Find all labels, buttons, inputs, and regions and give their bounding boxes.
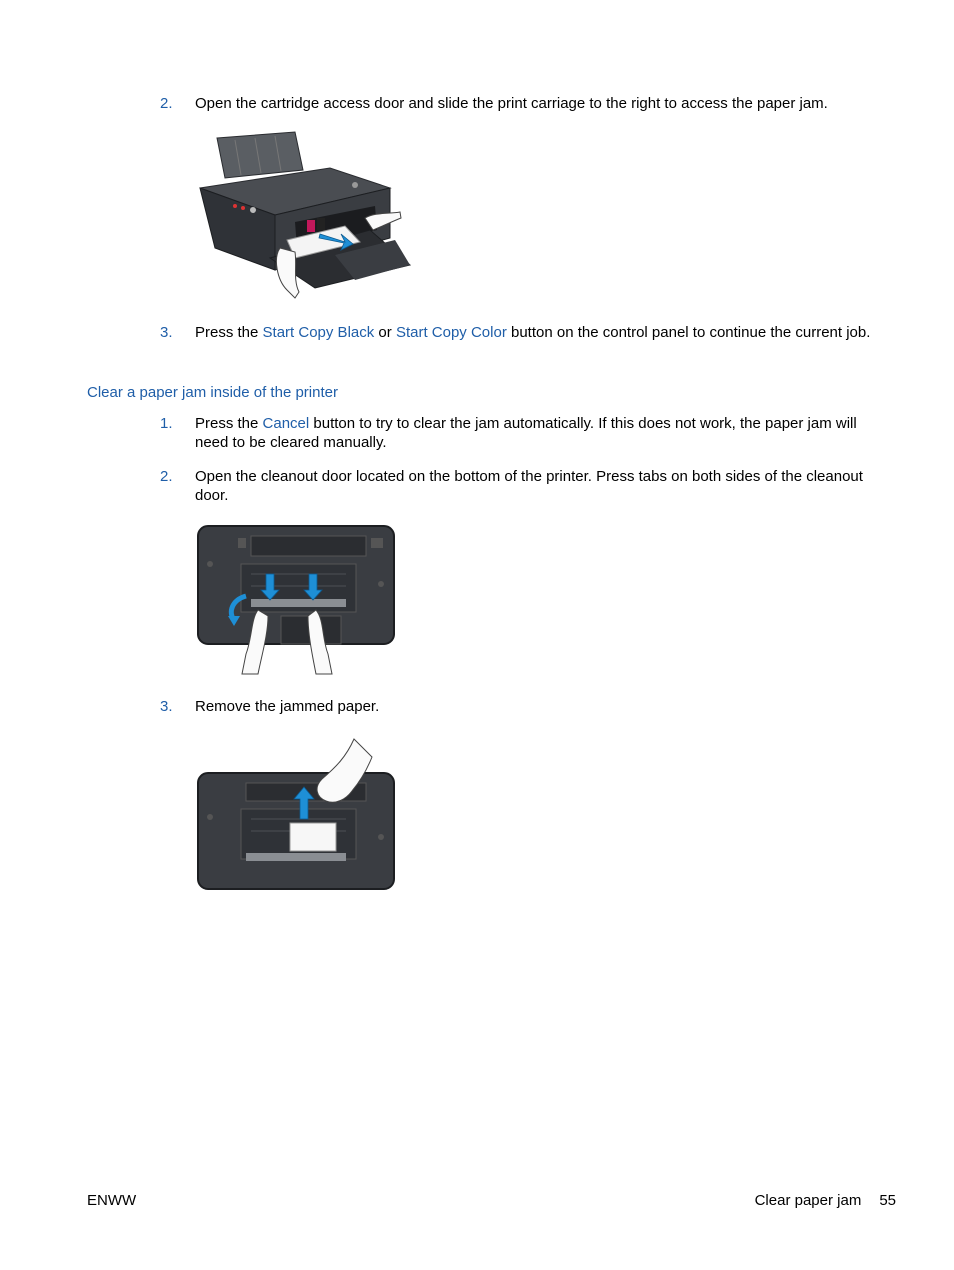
step-number: 3.: [160, 324, 173, 341]
step-text: Open the cleanout door located on the bottom of the printer. Press tabs on both sides of the cleanout door.: [195, 468, 863, 504]
step-number: 1.: [160, 415, 173, 432]
step-text: Open the cartridge access door and slide the print carriage to the right to access the paper jam.: [195, 95, 828, 112]
printer-carriage-figure: [195, 130, 415, 302]
step-number: 2.: [160, 95, 173, 112]
section-heading: Clear a paper jam inside of the printer: [87, 384, 338, 401]
start-copy-black-link[interactable]: Start Copy Black: [262, 324, 375, 341]
cancel-link[interactable]: Cancel: [262, 415, 310, 432]
footer-right: [737, 1191, 896, 1210]
step-text: Press the Cancel button to try to clear the jam automatically. If this does not work, the paper jam will need to be cleared manually.: [195, 415, 857, 451]
step-number: 3.: [160, 698, 173, 715]
remove-paper-figure: [196, 737, 398, 893]
footer-section: Clear paper jam: [754, 1192, 862, 1209]
cleanout-door-figure: [196, 524, 398, 676]
footer-left: ENWW: [87, 1192, 137, 1209]
step-number: 2.: [160, 468, 173, 485]
step-text: Press the Start Copy Black or Start Copy Color button on the control panel to continue the current job.: [195, 324, 871, 341]
page-number: 55: [879, 1192, 896, 1209]
step-text: Remove the jammed paper.: [195, 698, 380, 715]
start-copy-color-link[interactable]: Start Copy Color: [395, 324, 507, 341]
